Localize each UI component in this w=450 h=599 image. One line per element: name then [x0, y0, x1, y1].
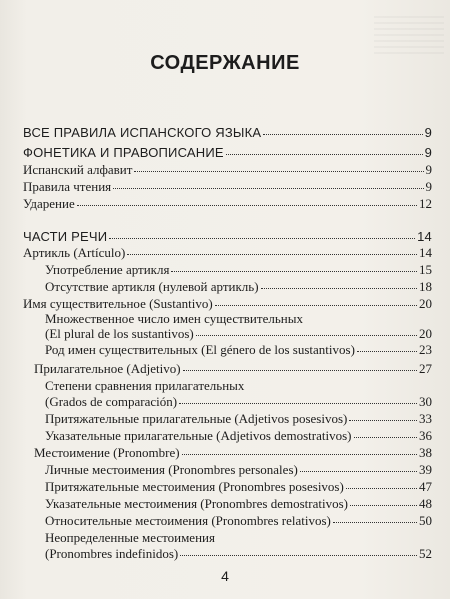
toc-entry: [45, 410, 432, 427]
toc-entry-page: 14: [417, 229, 432, 244]
page-title: СОДЕРЖАНИЕ: [150, 52, 300, 74]
toc-entry: [34, 444, 432, 461]
toc-entry: [23, 195, 432, 212]
toc-entry-title: Указательные местоимения (Pronombres demostrativos): [45, 496, 348, 511]
toc-entry-page: 9: [424, 145, 432, 160]
toc-entry-title: (El plural de los sustantivos): [45, 326, 194, 341]
dot-leader: [179, 402, 417, 404]
dot-leader: [182, 453, 417, 455]
toc-entry: [34, 360, 432, 377]
page-number: 4: [221, 568, 229, 584]
dot-leader: [127, 253, 417, 255]
toc-entry-title: Степени сравнения прилагательных: [45, 378, 245, 393]
toc-entry-title: Ударение: [23, 196, 75, 211]
dot-leader: [77, 204, 417, 206]
toc-entry-title: ЧАСТИ РЕЧИ: [23, 229, 108, 244]
dot-leader: [215, 304, 417, 306]
toc-entry: [45, 478, 432, 495]
toc-entry-page: 36: [419, 428, 432, 443]
toc-entry-page: 9: [424, 125, 432, 140]
dot-leader: [261, 287, 417, 289]
dot-leader: [354, 436, 417, 438]
toc-entry-page: 20: [419, 296, 432, 311]
toc-entry-page: 14: [419, 245, 432, 260]
toc-entry-title: (Grados de comparación): [45, 394, 178, 409]
toc-entry: [45, 261, 432, 278]
toc-entry-title: Имя существительное (Sustantivo): [23, 296, 213, 311]
toc-entry: [45, 427, 432, 444]
toc-entry-title: ВСЕ ПРАВИЛА ИСПАНСКОГО ЯЗЫКА: [23, 125, 262, 140]
dot-leader: [196, 334, 417, 336]
toc-entry-title: Местоимение (Pronombre): [34, 445, 180, 460]
dot-leader: [171, 270, 417, 272]
dot-leader: [300, 470, 417, 472]
toc-entry: [45, 495, 432, 512]
dot-leader: [350, 504, 417, 506]
dot-leader: [226, 153, 423, 155]
toc-entry: [45, 512, 432, 529]
toc-entry: [23, 144, 432, 161]
toc-entry-page: 33: [419, 411, 432, 426]
dot-leader: [346, 487, 417, 489]
toc-entry-page: 9: [425, 179, 432, 194]
toc-entry-page: 47: [419, 479, 432, 494]
dot-leader: [183, 369, 417, 371]
toc-entry-title: Прилагательное (Adjetivo): [34, 361, 181, 376]
dot-leader: [180, 554, 417, 556]
toc-entry: [23, 124, 432, 141]
toc-entry: [23, 161, 432, 178]
toc-entry-page: 27: [419, 361, 432, 376]
toc-entry-page: 52: [419, 546, 432, 561]
toc-entry: [45, 545, 432, 562]
toc-entry-title: Употребление артикля: [45, 262, 170, 277]
toc-entry-title: ФОНЕТИКА И ПРАВОПИСАНИЕ: [23, 145, 224, 160]
toc-entry-page: 12: [419, 196, 432, 211]
toc-entry-page: 9: [425, 162, 432, 177]
toc-entry-title: Отсутствие артикля (нулевой артикль): [45, 279, 259, 294]
toc-entry: [45, 341, 432, 358]
toc-entry-page: 38: [419, 445, 432, 460]
toc-entry-page: 30: [419, 394, 432, 409]
toc-entry-title: Правила чтения: [23, 179, 112, 194]
toc-entry-page: 39: [419, 462, 432, 477]
toc-entry: [45, 461, 432, 478]
toc-entry: [45, 278, 432, 295]
toc-entry-title: Испанский алфавит: [23, 162, 133, 177]
toc-entry-page: 48: [419, 496, 432, 511]
toc-entry-title: Артикль (Artículo): [23, 245, 126, 260]
toc-entry-title: Относительные местоимения (Pronombres relativos): [45, 513, 331, 528]
dot-leader: [349, 419, 417, 421]
toc-entry-page: 18: [419, 279, 432, 294]
toc-entry-title: Неопределенные местоимения: [45, 530, 215, 545]
toc-entry-page: 15: [419, 262, 432, 277]
dot-leader: [263, 133, 422, 135]
dot-leader: [333, 521, 417, 523]
toc-entry-title: Род имен существительных (El género de los sustantivos): [45, 342, 355, 357]
toc-entry: [23, 228, 432, 245]
toc-entry: [23, 244, 432, 261]
toc-entry-page: 20: [419, 326, 432, 341]
toc-entry-title: Притяжательные прилагательные (Adjetivos posesivos): [45, 411, 348, 426]
dot-leader: [357, 350, 417, 352]
toc-entry-page: 23: [419, 342, 432, 357]
dot-leader: [113, 187, 423, 189]
toc-entry-page: 50: [419, 513, 432, 528]
dot-leader: [134, 170, 423, 172]
toc-entry-title: (Pronombres indefinidos): [45, 546, 179, 561]
toc-entry-title: Притяжательные местоимения (Pronombres posesivos): [45, 479, 344, 494]
toc-entry: [45, 325, 432, 342]
dot-leader: [109, 237, 415, 239]
toc-entry: [45, 393, 432, 410]
toc-entry: [23, 178, 432, 195]
toc-entry-title: Указательные прилагательные (Adjetivos demostrativos): [45, 428, 352, 443]
toc-entry-title: Личные местоимения (Pronombres personales): [45, 462, 298, 477]
toc-entry-title: Множественное число имен существительных: [45, 311, 303, 326]
